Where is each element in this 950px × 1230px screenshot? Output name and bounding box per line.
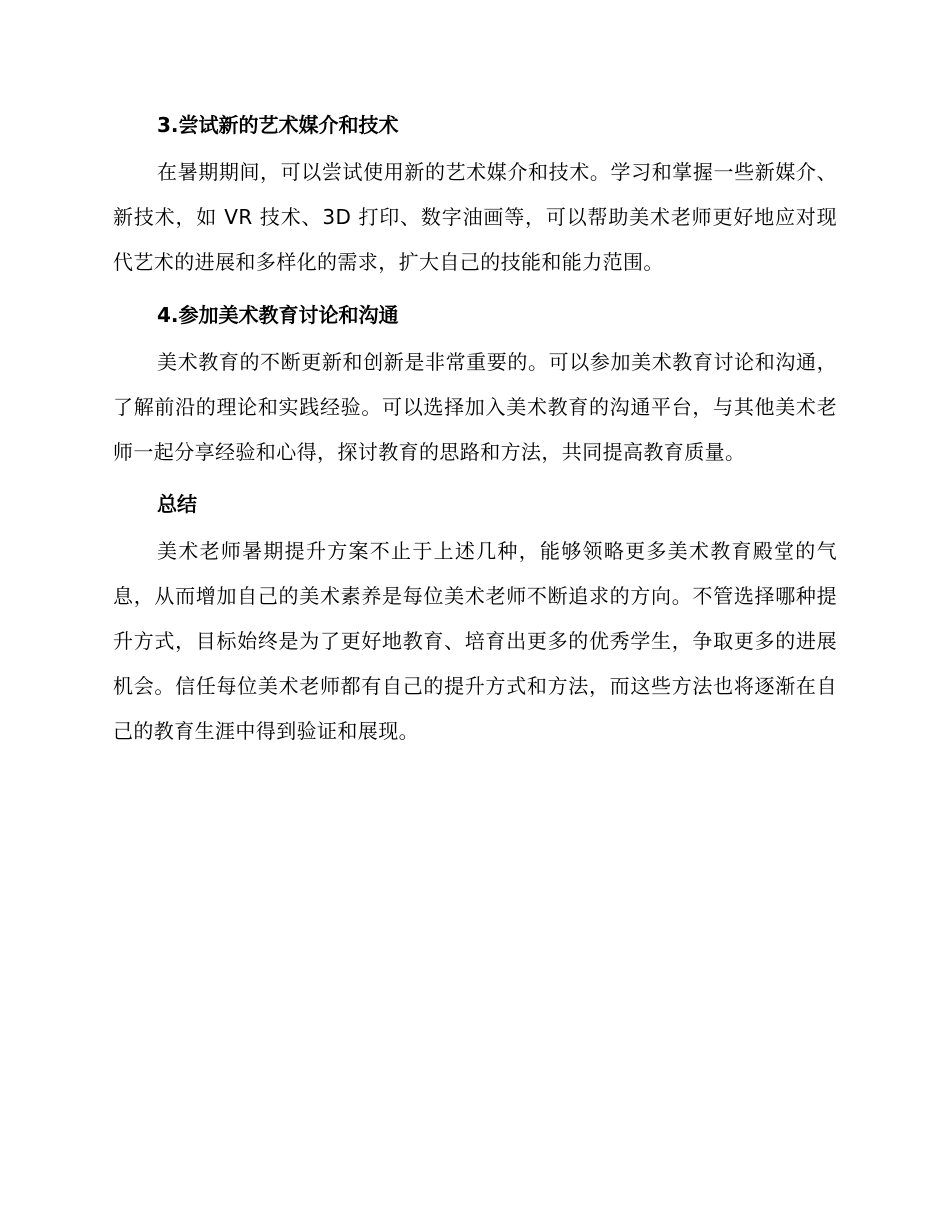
- section-heading-discussion: 4.参加美术教育讨论和沟通: [157, 303, 399, 327]
- section-paragraph-summary: 美术老师暑期提升方案不止于上述几种，能够领略更多美术教育殿堂的气息，从而增加自己的美术素养是每位美术老师不断追求的方向。不管选择哪种提升方式，目标始终是为了更好地教育、培育出更多的优秀学生，争取更多的进展机会。信任每位美术老师都有自己的提升方式和方法，而这些方法也将逐渐在自己的教育生涯中得到验证和展现。: [113, 539, 837, 743]
- section-heading-summary: 总结: [157, 492, 197, 516]
- section-paragraph-media-technology: 在暑期期间，可以尝试使用新的艺术媒介和技术。学习和掌握一些新媒介、新技术，如 VR 技术、3D 打印、数字油画等，可以帮助美术老师更好地应对现代艺术的进展和多样化的需求，扩大自己的技能和能力范围。: [113, 160, 837, 274]
- section-heading-media-technology: 3.尝试新的艺术媒介和技术: [157, 113, 399, 137]
- section-paragraph-discussion: 美术教育的不断更新和创新是非常重要的。可以参加美术教育讨论和沟通，了解前沿的理论和实践经验。可以选择加入美术教育的沟通平台，与其他美术老师一起分享经验和心得，探讨教育的思路和方法，共同提高教育质量。: [113, 350, 837, 464]
- document-page: [113, 110, 837, 754]
